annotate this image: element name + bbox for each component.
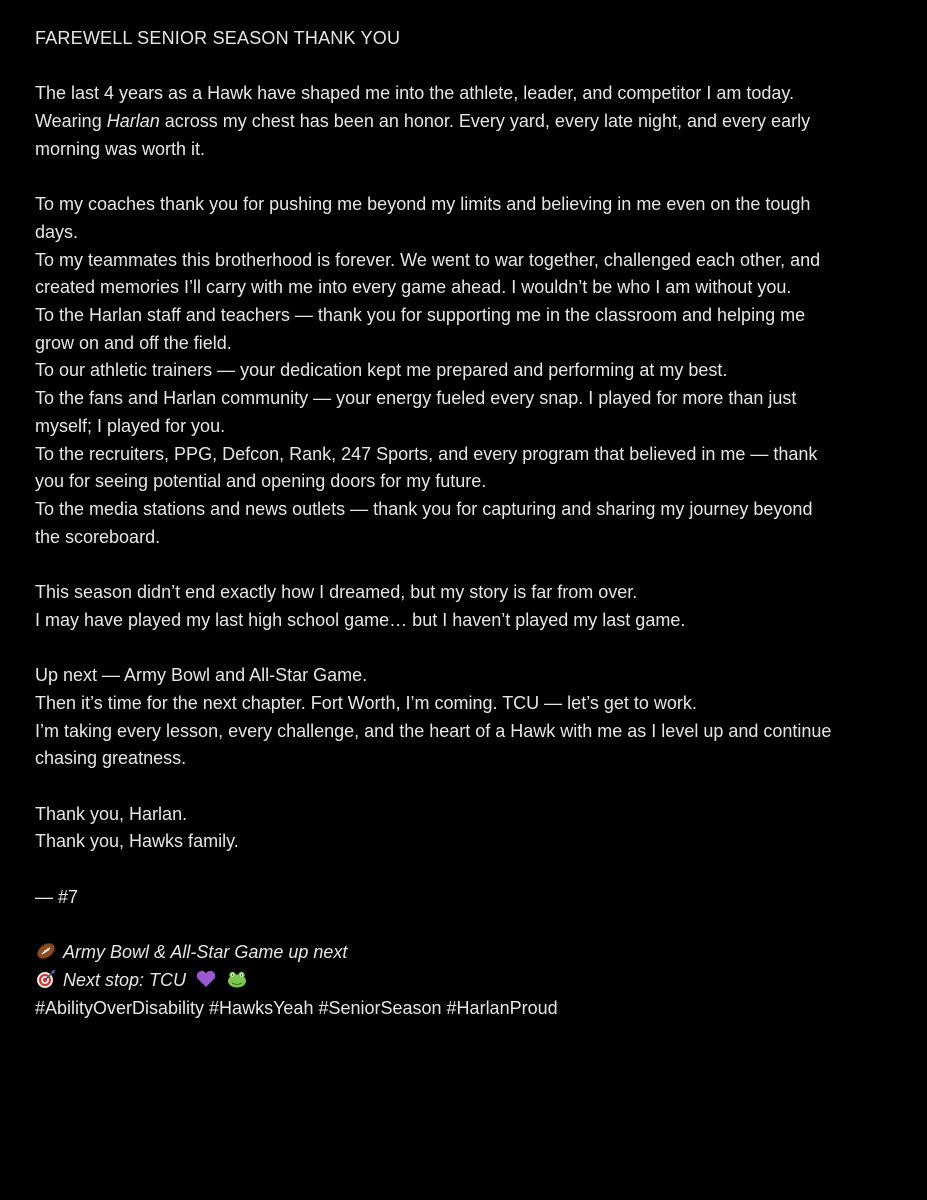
closing-line: Thank you, Harlan.: [35, 803, 188, 824]
spacer: [35, 634, 905, 662]
thanks-line: you for seeing potential and opening doors for my future.: [35, 471, 487, 492]
spacer: [35, 53, 905, 81]
next-line: chasing greatness.: [35, 748, 187, 769]
thanks-line: To the fans and Harlan community — your energy fueled every snap. I played for more than just: [35, 388, 797, 409]
spacer: [35, 911, 905, 939]
season-line: I may have played my last high school game… but I haven’t played my last game.: [35, 609, 686, 630]
spacer: [35, 551, 905, 579]
target-icon: [35, 969, 57, 989]
next-line: Up next — Army Bowl and All-Star Game.: [35, 665, 368, 686]
spacer: [35, 773, 905, 801]
thanks-line: created memories I’ll carry with me into every game ahead. I wouldn’t be who I am without you.: [35, 277, 792, 298]
footer-line-1: [35, 939, 905, 967]
thanks-line: the scoreboard.: [35, 526, 161, 547]
thanks-line: To our athletic trainers — your dedication kept me prepared and performing at my best.: [35, 360, 728, 381]
season-line: This season didn’t end exactly how I dreamed, but my story is far from over.: [35, 582, 638, 603]
signature: — #7: [35, 886, 79, 907]
post-title: FAREWELL SENIOR SEASON THANK YOU: [35, 28, 401, 48]
purple-heart-icon: [195, 969, 217, 989]
footer-army-bowl: Army Bowl & All-Star Game up next: [63, 942, 348, 963]
thanks-line: To my coaches thank you for pushing me beyond my limits and believing in me even on the tough: [35, 194, 811, 215]
thanks-line: myself; I played for you.: [35, 415, 226, 436]
intro-line-3: morning was worth it.: [35, 138, 206, 159]
hashtags: #AbilityOverDisability #HawksYeah #SeniorSeason #HarlanProud: [35, 997, 558, 1018]
spacer: [35, 164, 905, 192]
thanks-line: To the recruiters, PPG, Defcon, Rank, 247 Sports, and every program that believed in me — thank: [35, 443, 818, 464]
football-icon: [35, 941, 57, 961]
intro-line-2: [35, 108, 905, 136]
harlan-italic: Harlan: [106, 111, 160, 132]
spacer: [35, 856, 905, 884]
thanks-line: days.: [35, 221, 79, 242]
thanks-line: grow on and off the field.: [35, 332, 232, 353]
intro-text: Wearing: [35, 111, 107, 132]
closing-line: Thank you, Hawks family.: [35, 831, 239, 852]
thanks-line: To my teammates this brotherhood is forever. We went to war together, challenged each other, and: [35, 249, 821, 270]
intro-line-1: The last 4 years as a Hawk have shaped me into the athlete, leader, and competitor I am today.: [35, 83, 795, 104]
post-body: [35, 25, 905, 1022]
intro-text: across my chest has been an honor. Every yard, every late night, and every early: [159, 111, 811, 132]
next-line: I’m taking every lesson, every challenge, and the heart of a Hawk with me as I level up and continue: [35, 720, 832, 741]
thanks-line: To the Harlan staff and teachers — thank you for supporting me in the classroom and helping me: [35, 305, 806, 325]
thanks-line: To the media stations and news outlets — thank you for capturing and sharing my journey beyond: [35, 498, 813, 519]
footer-next-stop: Next stop: TCU: [63, 969, 187, 990]
footer-line-2: [35, 967, 905, 995]
frog-icon: [226, 969, 248, 989]
next-line: Then it’s time for the next chapter. Fort Worth, I’m coming. TCU — let’s get to work.: [35, 692, 697, 713]
